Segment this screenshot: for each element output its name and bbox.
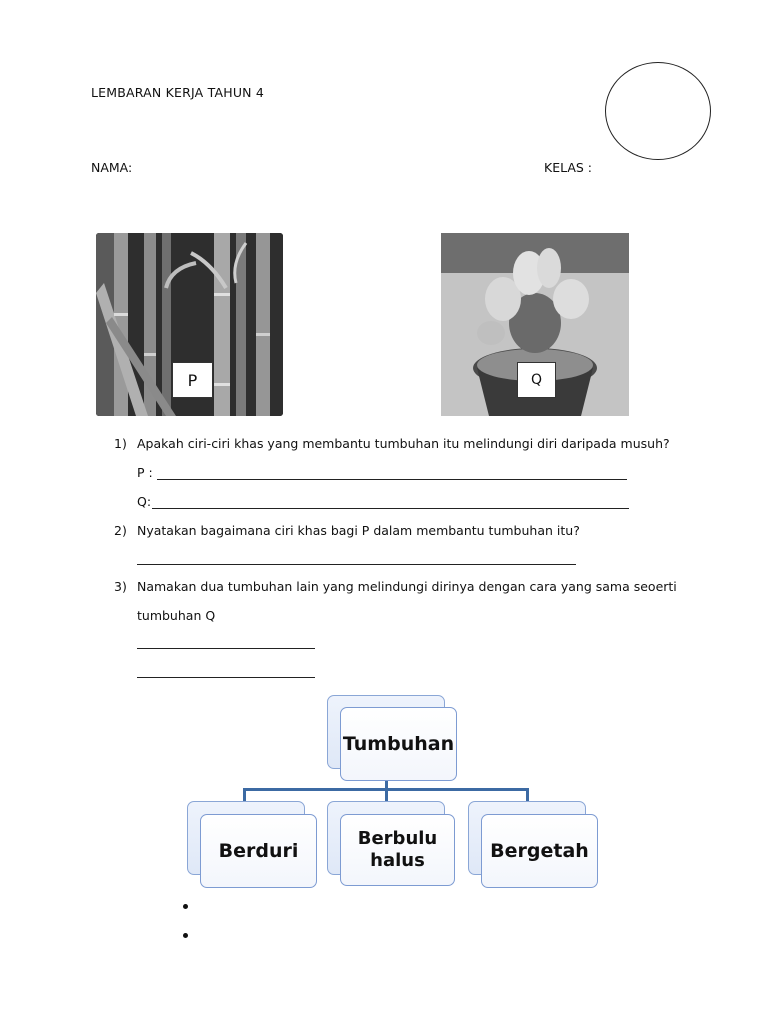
question-3-text-cont: tumbuhan Q: [137, 608, 216, 623]
answer-2-line[interactable]: [137, 564, 576, 565]
answer-p-line[interactable]: [157, 479, 627, 480]
marks-circle: [605, 62, 711, 160]
question-3-text: Namakan dua tumbuhan lain yang melindungi dirinya dengan cara yang sama seoerti: [137, 579, 677, 594]
question-1-number: 1): [114, 436, 127, 451]
connector-right: [526, 788, 529, 802]
answer-q-label: Q:: [137, 494, 152, 509]
nama-label: NAMA:: [91, 160, 133, 175]
label-p: P: [172, 362, 213, 398]
bullet-2: [183, 933, 188, 938]
root-node: Tumbuhan: [340, 707, 457, 781]
connector-middle: [385, 788, 388, 802]
answer-q-line[interactable]: [152, 508, 629, 509]
connector-left: [243, 788, 246, 802]
child-node-bergetah: Bergetah: [481, 814, 598, 888]
answer-3b-line[interactable]: [137, 677, 315, 678]
kelas-label: KELAS :: [544, 160, 593, 175]
worksheet-title: LEMBARAN KERJA TAHUN 4: [91, 85, 265, 100]
label-q: Q: [517, 362, 556, 398]
bullet-1: [183, 904, 188, 909]
answer-p-label: P :: [137, 465, 153, 480]
question-2-number: 2): [114, 523, 127, 538]
child-node-berbulu-halus: Berbulu halus: [340, 814, 455, 886]
answer-3a-line[interactable]: [137, 648, 315, 649]
question-2-text: Nyatakan bagaimana ciri khas bagi P dalam membantu tumbuhan itu?: [137, 523, 580, 538]
question-1-text: Apakah ciri-ciri khas yang membantu tumbuhan itu melindungi diri daripada musuh?: [137, 436, 670, 451]
child-node-berduri: Berduri: [200, 814, 317, 888]
question-3-number: 3): [114, 579, 127, 594]
